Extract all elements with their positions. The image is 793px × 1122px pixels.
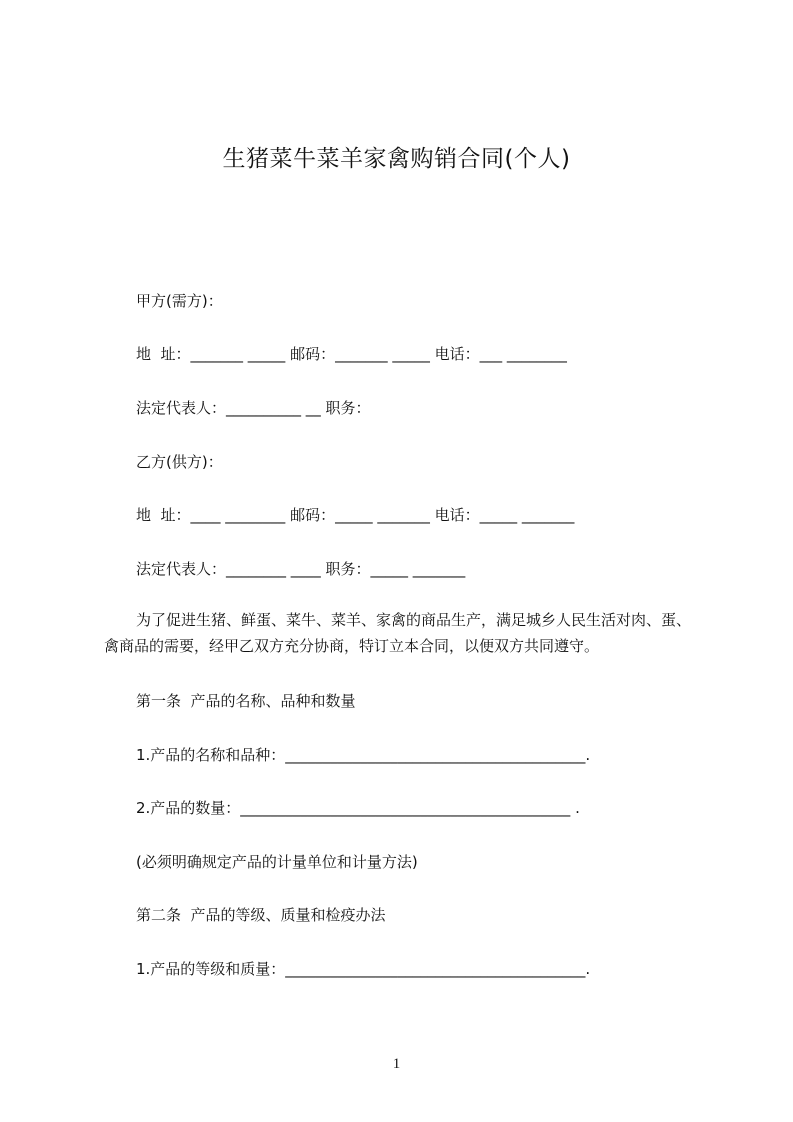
article-1-item-2: 2.产品的数量：____________________________________________ . — [136, 799, 580, 817]
article-1-item-1: 1.产品的名称和品种：________________________________________. — [136, 746, 591, 764]
party-b-representative-line: 法定代表人：________ ____ 职务：_____ _______ — [136, 560, 466, 578]
preamble-paragraph: 为了促进生猪、鲜蛋、菜牛、菜羊、家禽的商品生产，满足城乡人民生活对肉、蛋、禽商品的需要，经甲乙双方充分协商，特订立本合同，以便双方共同遵守。 — [104, 611, 692, 655]
article-1-heading: 第一条 产品的名称、品种和数量 — [136, 692, 356, 710]
party-b-address-line: 地 址：____ ________ 邮码：_____ _______ 电话：_____ _______ — [136, 506, 575, 524]
article-1-note: (必须明确规定产品的计量单位和计量方法) — [136, 853, 418, 871]
article-2-item-1: 1.产品的等级和质量：________________________________________. — [136, 960, 591, 978]
party-a-address-line: 地 址：_______ _____ 邮码：_______ _____ 电话：___ ________ — [136, 345, 567, 363]
party-a-representative-line: 法定代表人：__________ __ 职务： — [136, 399, 371, 417]
party-a-heading: 甲方(需方)： — [136, 292, 223, 310]
article-2-heading: 第二条 产品的等级、质量和检疫办法 — [136, 906, 386, 924]
page-number: 1 — [392, 1056, 401, 1072]
document-title: 生猪菜牛菜羊家禽购销合同(个人) — [222, 146, 571, 172]
party-b-heading: 乙方(供方)： — [136, 453, 223, 471]
